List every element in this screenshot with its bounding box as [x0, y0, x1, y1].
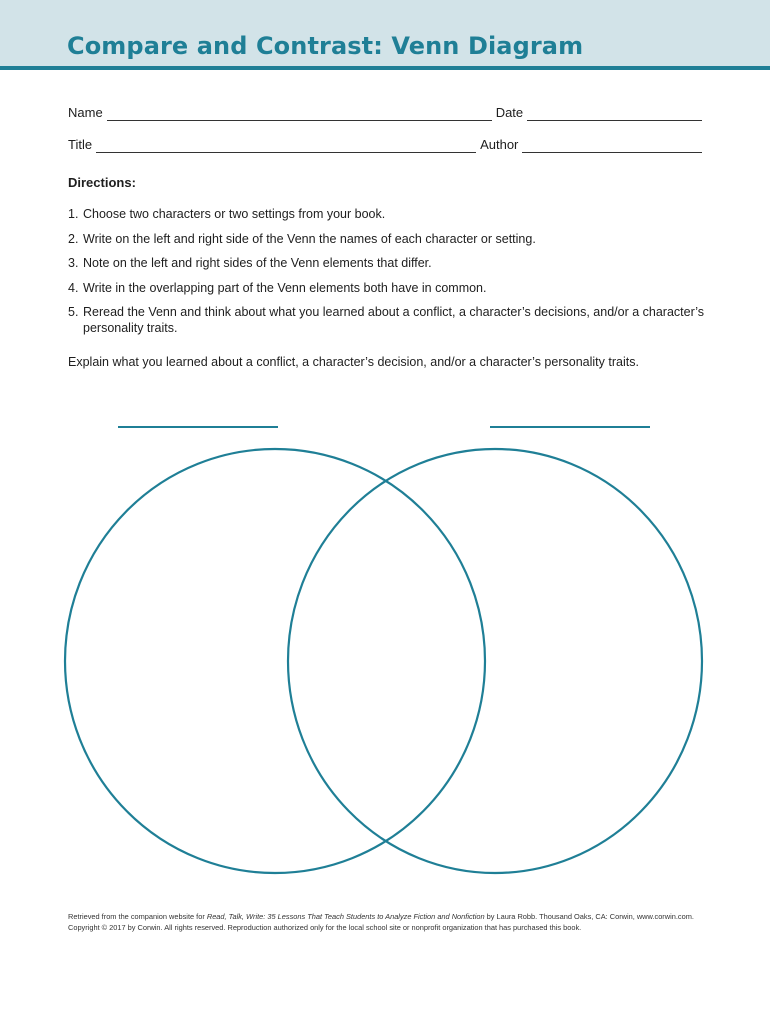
copyright-footer: [68, 911, 708, 933]
direction-number: 1.: [68, 207, 79, 221]
author-label: Author: [480, 137, 519, 152]
direction-item: [68, 280, 708, 296]
date-label: Date: [495, 105, 524, 120]
venn-diagram: [0, 440, 770, 890]
direction-text: Write on the left and right side of the Venn the names of each character or setting.: [83, 231, 536, 246]
direction-number: 2.: [68, 231, 79, 246]
left-circle[interactable]: [65, 449, 485, 873]
page-title: Compare and Contrast: Venn Diagram: [67, 32, 584, 60]
author-field-line[interactable]: [522, 140, 702, 153]
direction-item: [68, 255, 708, 271]
direction-number: 3.: [68, 256, 79, 270]
date-field-line[interactable]: [527, 108, 702, 121]
directions-list: [68, 206, 708, 345]
header-band: [0, 0, 770, 70]
direction-text: Choose two characters or two settings from your book.: [83, 207, 386, 221]
direction-text: Note on the left and right sides of the Venn elements that differ.: [83, 256, 432, 270]
direction-text: Write in the overlapping part of the Venn elements both have in common.: [83, 280, 487, 295]
title-field-line[interactable]: [96, 140, 476, 153]
name-label: Name: [68, 105, 103, 120]
right-circle[interactable]: [288, 449, 702, 873]
direction-text: Reread the Venn and think about what you learned about a conflict, a character’s decisions, and/or a character’s personality traits.: [83, 305, 704, 335]
direction-item: [68, 206, 708, 222]
direction-number: 5.: [68, 305, 79, 319]
right-circle-label-line[interactable]: [490, 426, 650, 428]
name-date-row: [68, 101, 702, 121]
left-circle-label-line[interactable]: [118, 426, 278, 428]
direction-number: 4.: [68, 280, 79, 295]
directions-heading: Directions:: [68, 175, 136, 190]
name-field-line[interactable]: [107, 108, 492, 121]
footer-prefix: Retrieved from the companion website for: [68, 912, 207, 921]
footer-suffix: by Laura Robb. Thousand Oaks, CA: Corwin, www.corwin.com. Copyright © 2017 by Corwin. All rights reserved. Reproduction authorized only for the local school site or nonprofit organization that has purchased this book.: [68, 912, 694, 932]
explain-prompt: Explain what you learned about a conflict, a character’s decision, and/or a character’s personality traits.: [68, 355, 639, 369]
title-label: Title: [68, 137, 93, 152]
direction-item: [68, 231, 708, 247]
direction-item: [68, 304, 708, 336]
footer-book-title: Read, Talk, Write: 35 Lessons That Teach Students to Analyze Fiction and Nonfiction: [206, 912, 485, 921]
title-author-row: [68, 133, 702, 153]
